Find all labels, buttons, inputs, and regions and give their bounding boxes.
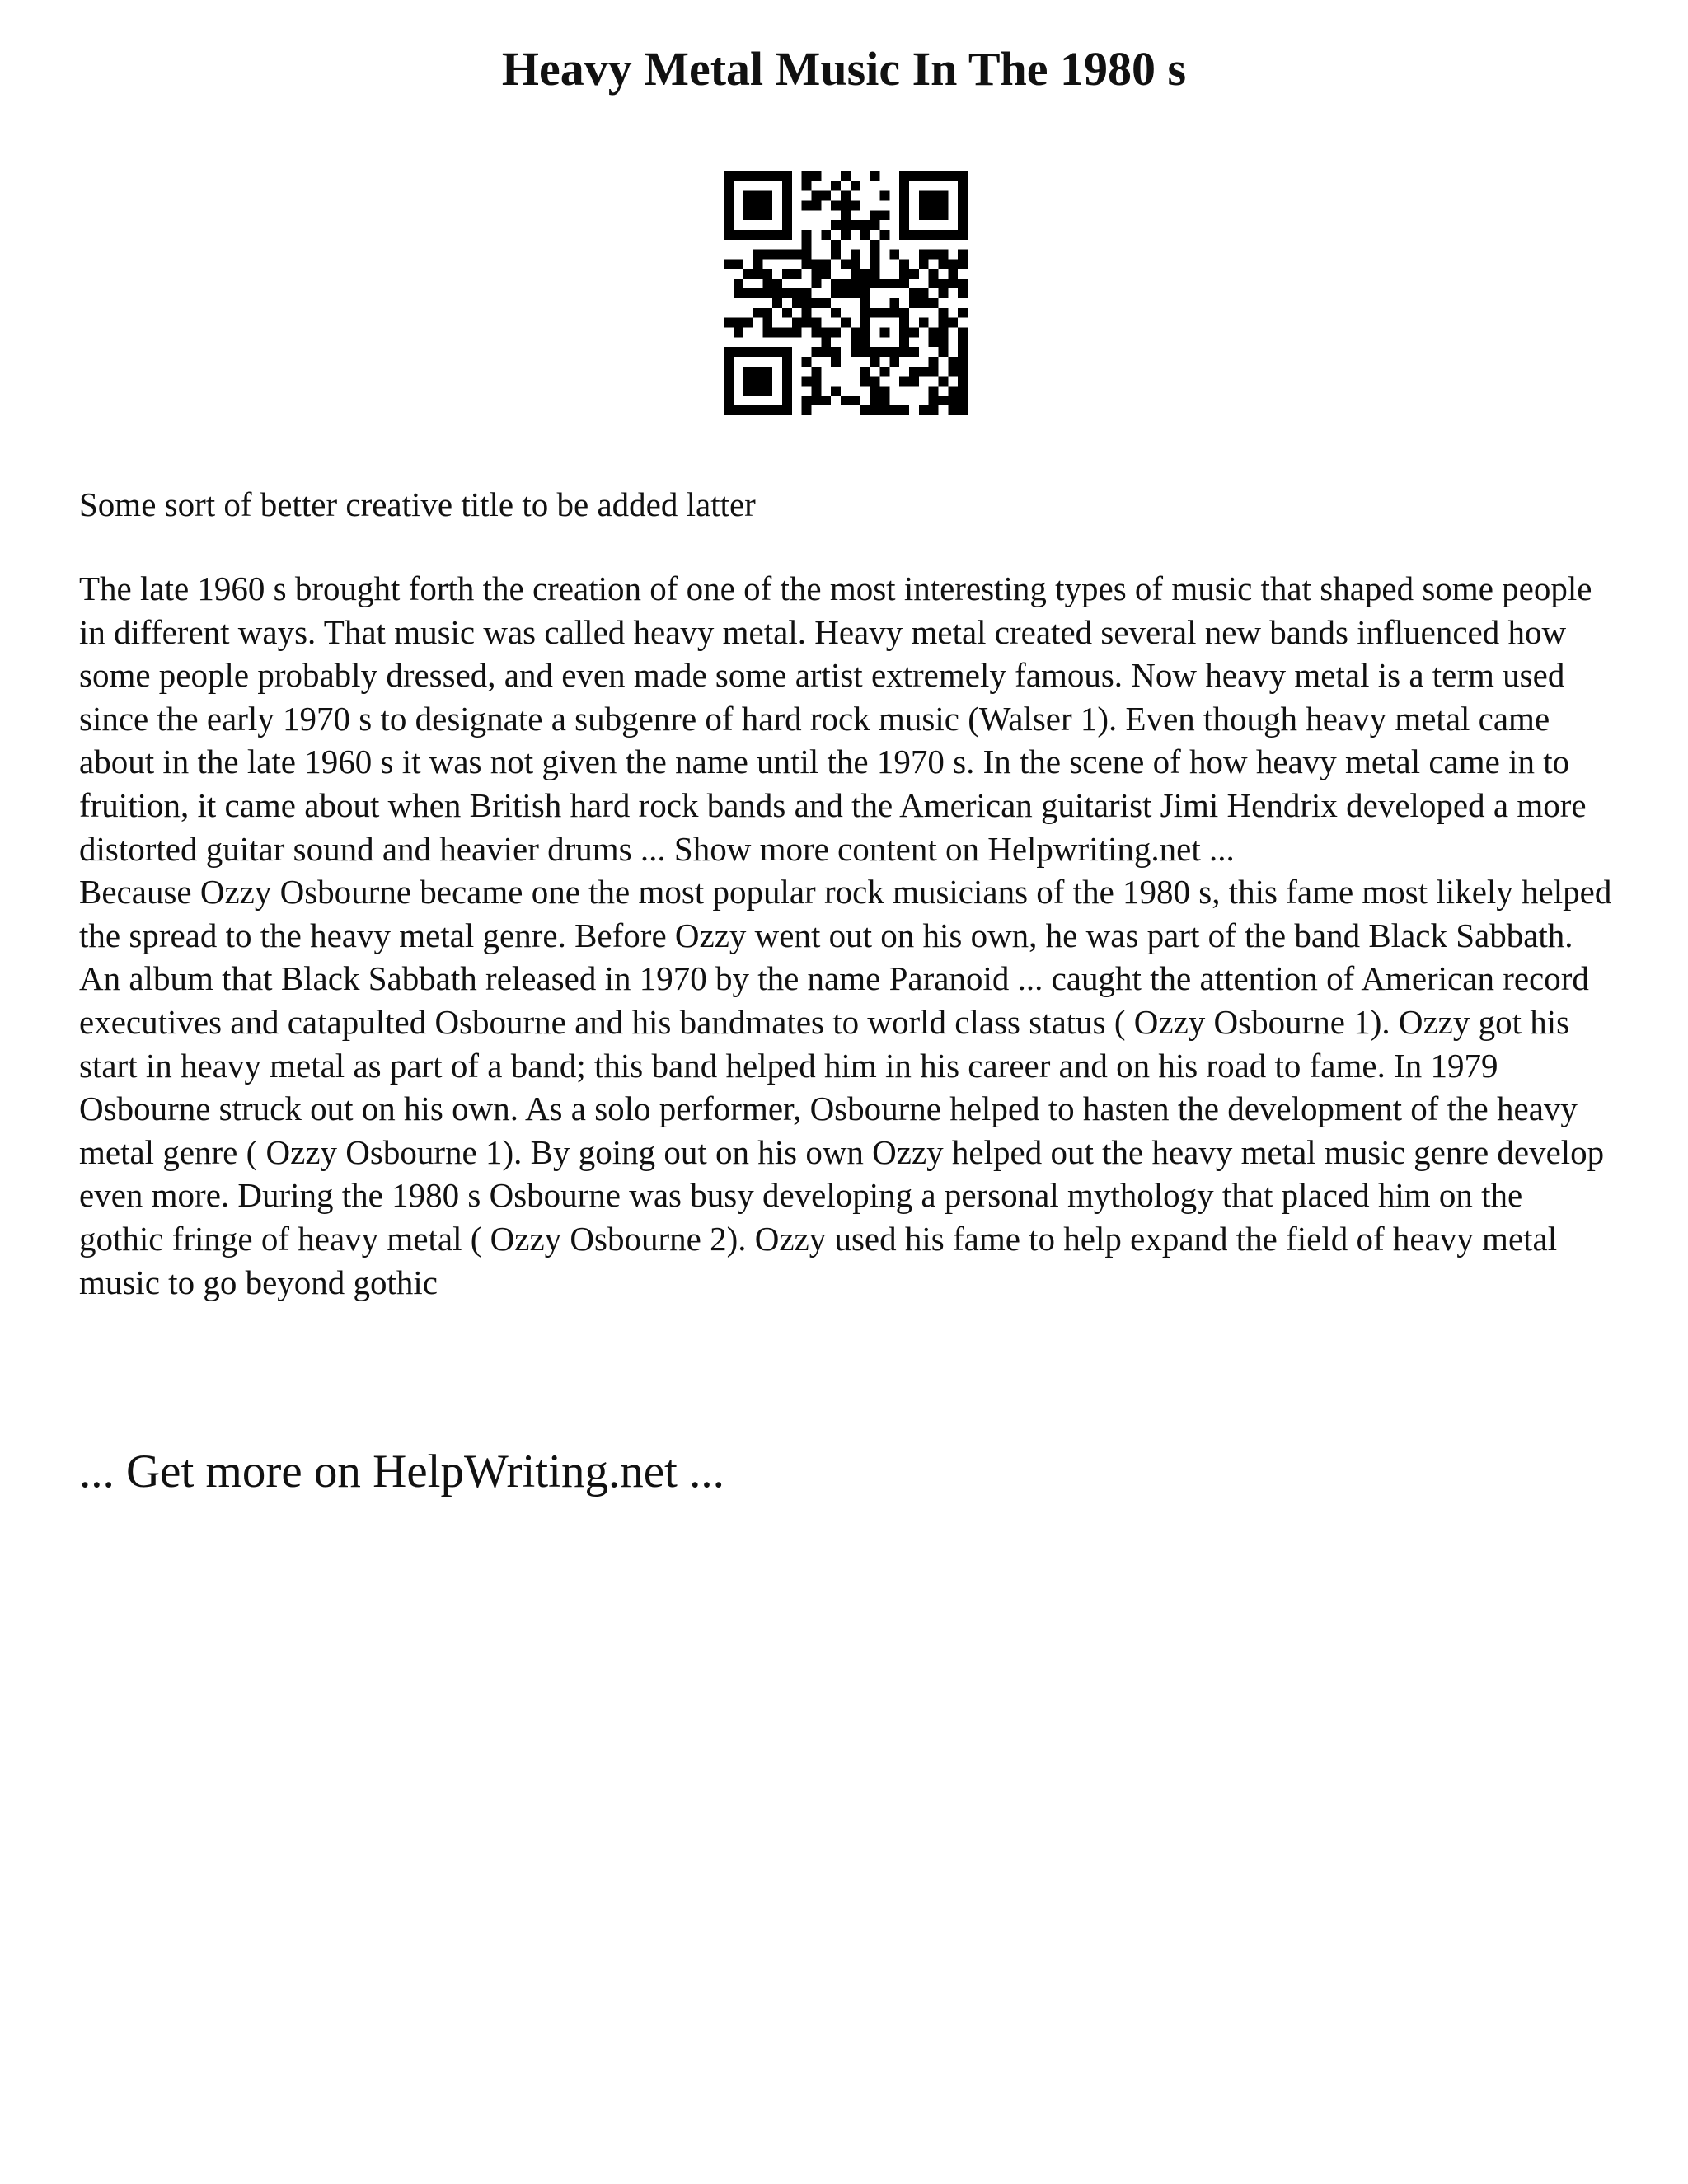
- body-paragraph: The late 1960 s brought forth the creation of one of the most interesting types of music that shaped some people in different ways. That music was called heavy metal. Heavy metal created several new bands influenced how some people probably dressed, and even made some artist extremely famous. Now heavy metal is a term used since the early 1970 s to designate a subgenre of hard rock music (Walser 1). Even though heavy metal came about in the late 1960 s it was not given the name until the 1970 s. In the scene of how heavy metal came in to fruition, it came about when British hard rock bands and the American guitarist Jimi Hendrix developed a more distorted guitar sound and heavier drums ... Show more content on Helpwriting.net ...: [79, 569, 1592, 868]
- document-body: [79, 567, 1614, 1304]
- document-title: Heavy Metal Music In The 1980 s: [501, 42, 1187, 96]
- qr-code-icon: [724, 171, 968, 415]
- body-paragraph: Because Ozzy Osbourne became one the most popular rock musicians of the 1980 s, this fame most likely helped the spread to the heavy metal genre. Before Ozzy went out on his own, he was part of the band Black Sabbath. An album that Black Sabbath released in 1970 by the name Paranoid ... caught the attention of American record executives and catapulted Osbourne and his bandmates to world class status ( Ozzy Osbourne 1). Ozzy got his start in heavy metal as part of a band; this band helped him in his career and on his road to fame. In 1979 Osbourne struck out on his own. As a solo performer, Osbourne helped to hasten the development of the heavy metal genre ( Ozzy Osbourne 1). By going out on his own Ozzy helped out the heavy metal music genre develop even more. During the 1980 s Osbourne was busy developing a personal mythology that placed him on the gothic fringe of heavy metal ( Ozzy Osbourne 2). Ozzy used his fame to help expand the field of heavy metal music to go beyond gothic: [79, 873, 1612, 1301]
- get-more-link[interactable]: ... Get more on HelpWriting.net ...: [79, 1446, 724, 1497]
- document-subtitle: Some sort of better creative title to be added latter: [79, 485, 756, 523]
